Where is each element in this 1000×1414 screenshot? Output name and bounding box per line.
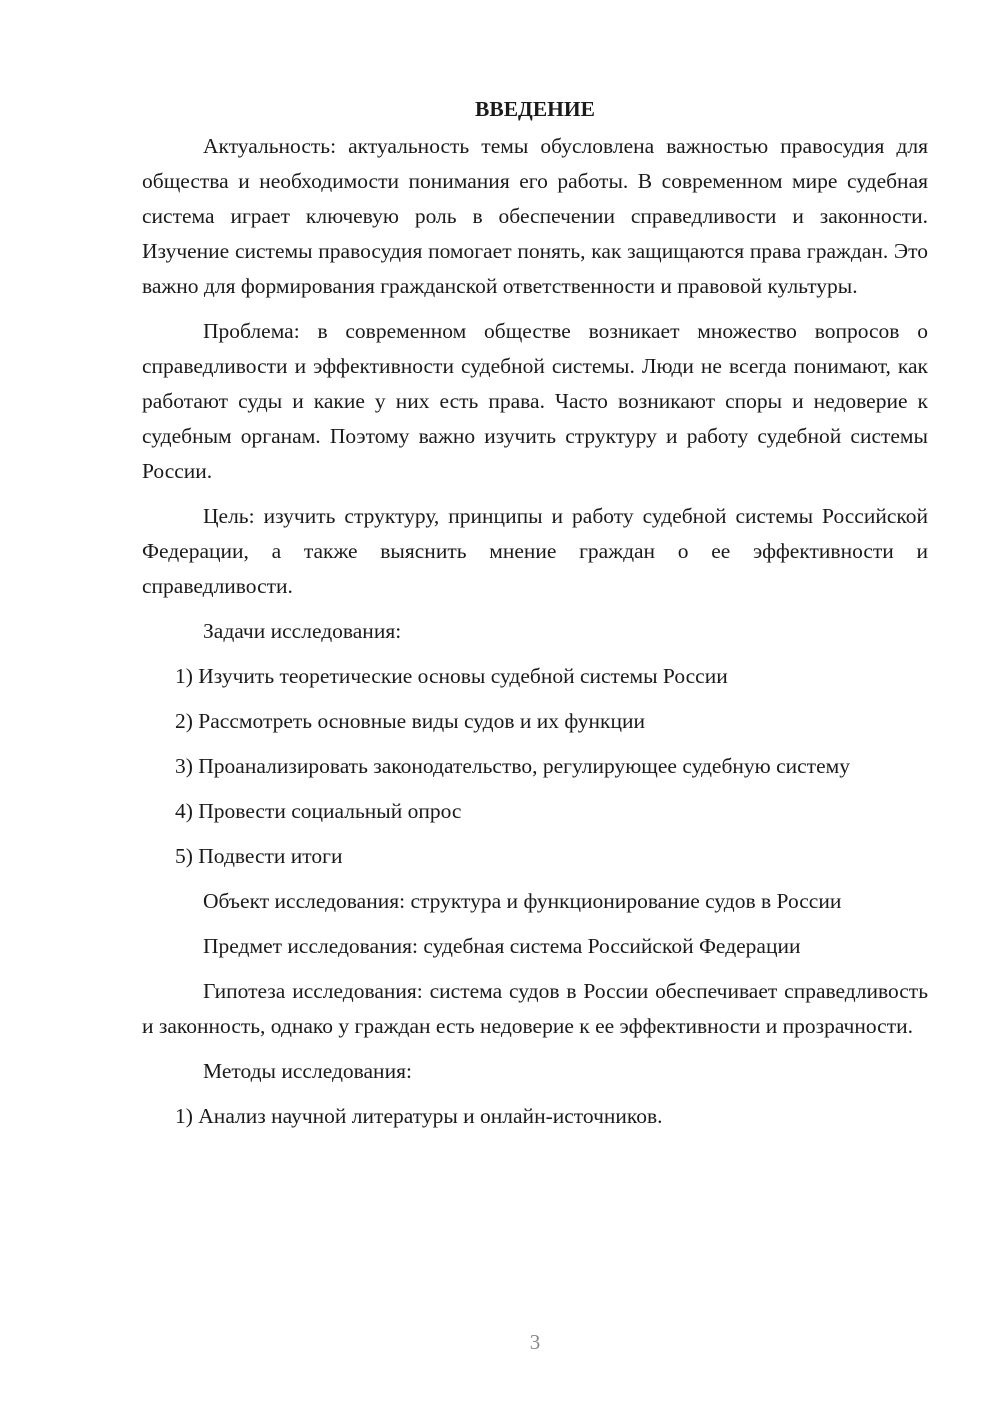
method-item-1: 1) Анализ научной литературы и онлайн-источников. (175, 1104, 663, 1128)
page-title: ВВЕДЕНИЕ (475, 97, 595, 121)
document-page (142, 92, 928, 1144)
task-item-3: 3) Проанализировать законодательство, регулирующее судебную систему (175, 754, 850, 778)
paragraph-methods-heading: Методы исследования: (203, 1059, 412, 1083)
task-item-4: 4) Провести социальный опрос (175, 799, 462, 823)
paragraph-problem: Проблема: в современном обществе возникает множество вопросов о справедливости и эффективности судебной системы. Люди не всегда понимают, как работают суды и какие у них есть права. Часто возникают споры и недоверие к судебным органам. Поэтому важно изучить структуру и работу судебной системы России. (142, 319, 928, 483)
paragraph-subject: Предмет исследования: судебная система Российской Федерации (203, 934, 801, 958)
paragraph-goal: Цель: изучить структуру, принципы и работу судебной системы Российской Федерации, а также выяснить мнение граждан о ее эффективности и справедливости. (142, 504, 928, 598)
task-item-2: 2) Рассмотреть основные виды судов и их функции (175, 709, 645, 733)
paragraph-relevance: Актуальность: актуальность темы обусловлена важностью правосудия для общества и необходимости понимания его работы. В современном мире судебная система играет ключевую роль в обеспечении справедливости и законности. Изучение системы правосудия помогает понять, как защищаются права граждан. Это важно для формирования гражданской ответственности и правовой культуры. (142, 134, 928, 298)
task-item-1: 1) Изучить теоретические основы судебной системы России (175, 664, 728, 688)
task-item-5: 5) Подвести итоги (175, 844, 343, 868)
paragraph-tasks-heading: Задачи исследования: (203, 619, 402, 643)
paragraph-hypothesis: Гипотеза исследования: система судов в России обеспечивает справедливость и законность, однако у граждан есть недоверие к ее эффективности и прозрачности. (142, 979, 928, 1038)
paragraph-object: Объект исследования: структура и функционирование судов в России (203, 889, 842, 913)
page-number: 3 (529, 1330, 541, 1354)
